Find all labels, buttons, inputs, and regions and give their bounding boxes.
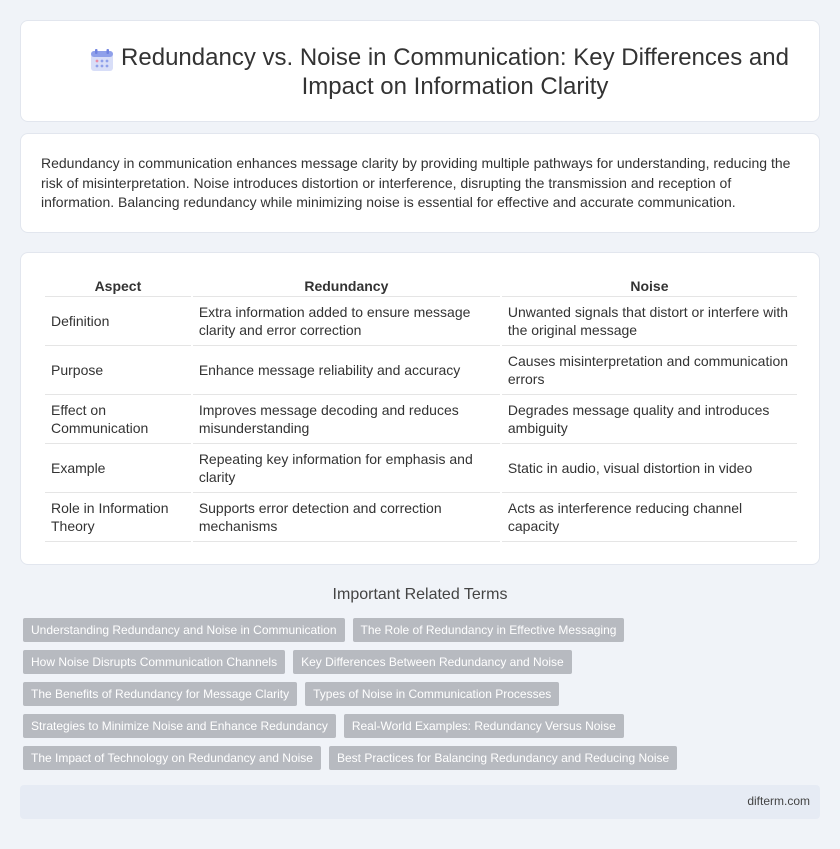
row-aspect: Purpose: [45, 346, 191, 395]
row-redundancy: Improves message decoding and reduces misunderstanding: [193, 395, 500, 444]
row-noise: Static in audio, visual distortion in video: [502, 444, 797, 493]
related-term-link[interactable]: Understanding Redundancy and Noise in Communication: [23, 618, 345, 642]
site-link[interactable]: difterm.com: [747, 794, 810, 808]
row-redundancy: Enhance message reliability and accuracy: [193, 346, 500, 395]
row-noise: Degrades message quality and introduces ambiguity: [502, 395, 797, 444]
header-noise: Noise: [502, 275, 797, 297]
row-redundancy: Extra information added to ensure message clarity and error correction: [193, 297, 500, 346]
row-aspect: Example: [45, 444, 191, 493]
header-redundancy: Redundancy: [193, 275, 500, 297]
comparison-table: [43, 275, 799, 542]
related-term-link[interactable]: Real-World Examples: Redundancy Versus Noise: [344, 714, 624, 738]
row-redundancy: Repeating key information for emphasis and clarity: [193, 444, 500, 493]
related-term-link[interactable]: The Role of Redundancy in Effective Messaging: [353, 618, 625, 642]
row-aspect: Role in Information Theory: [45, 493, 191, 542]
table-row: [45, 493, 797, 542]
row-noise: Unwanted signals that distort or interfere with the original message: [502, 297, 797, 346]
related-term-link[interactable]: The Impact of Technology on Redundancy and Noise: [23, 746, 321, 770]
footer: [20, 785, 820, 819]
related-terms-heading: Important Related Terms: [332, 586, 508, 603]
row-redundancy: Supports error detection and correction mechanisms: [193, 493, 500, 542]
related-term-link[interactable]: Types of Noise in Communication Processes: [305, 682, 559, 706]
row-noise: Causes misinterpretation and communication errors: [502, 346, 797, 395]
table-row: [45, 297, 797, 346]
related-term-link[interactable]: Strategies to Minimize Noise and Enhance Redundancy: [23, 714, 336, 738]
table-header-row: [45, 275, 797, 297]
table-row: [45, 346, 797, 395]
table-row: [45, 395, 797, 444]
intro-card: [20, 133, 820, 233]
row-noise: Acts as interference reducing channel capacity: [502, 493, 797, 542]
related-term-link[interactable]: Key Differences Between Redundancy and Noise: [293, 650, 572, 674]
table-row: [45, 444, 797, 493]
row-aspect: Effect on Communication: [45, 395, 191, 444]
header-aspect: Aspect: [45, 275, 191, 297]
related-term-link[interactable]: The Benefits of Redundancy for Message Clarity: [23, 682, 297, 706]
intro-paragraph: Redundancy in communication enhances message clarity by providing multiple pathways for understanding, reducing the risk of misinterpretation. Noise introduces distortion or interference, disrupting the transmission and reception of information. Balancing redundancy while minimizing noise is essential for effective and accurate communication.: [41, 155, 791, 210]
title-card: [20, 20, 820, 122]
related-term-link[interactable]: Best Practices for Balancing Redundancy and Reducing Noise: [329, 746, 677, 770]
page-title: Redundancy vs. Noise in Communication: Key Differences and Impact on Information Clarity: [121, 44, 789, 100]
related-term-link[interactable]: How Noise Disrupts Communication Channels: [23, 650, 285, 674]
related-terms-list: [23, 618, 823, 770]
comparison-table-card: [20, 252, 820, 565]
row-aspect: Definition: [45, 297, 191, 346]
